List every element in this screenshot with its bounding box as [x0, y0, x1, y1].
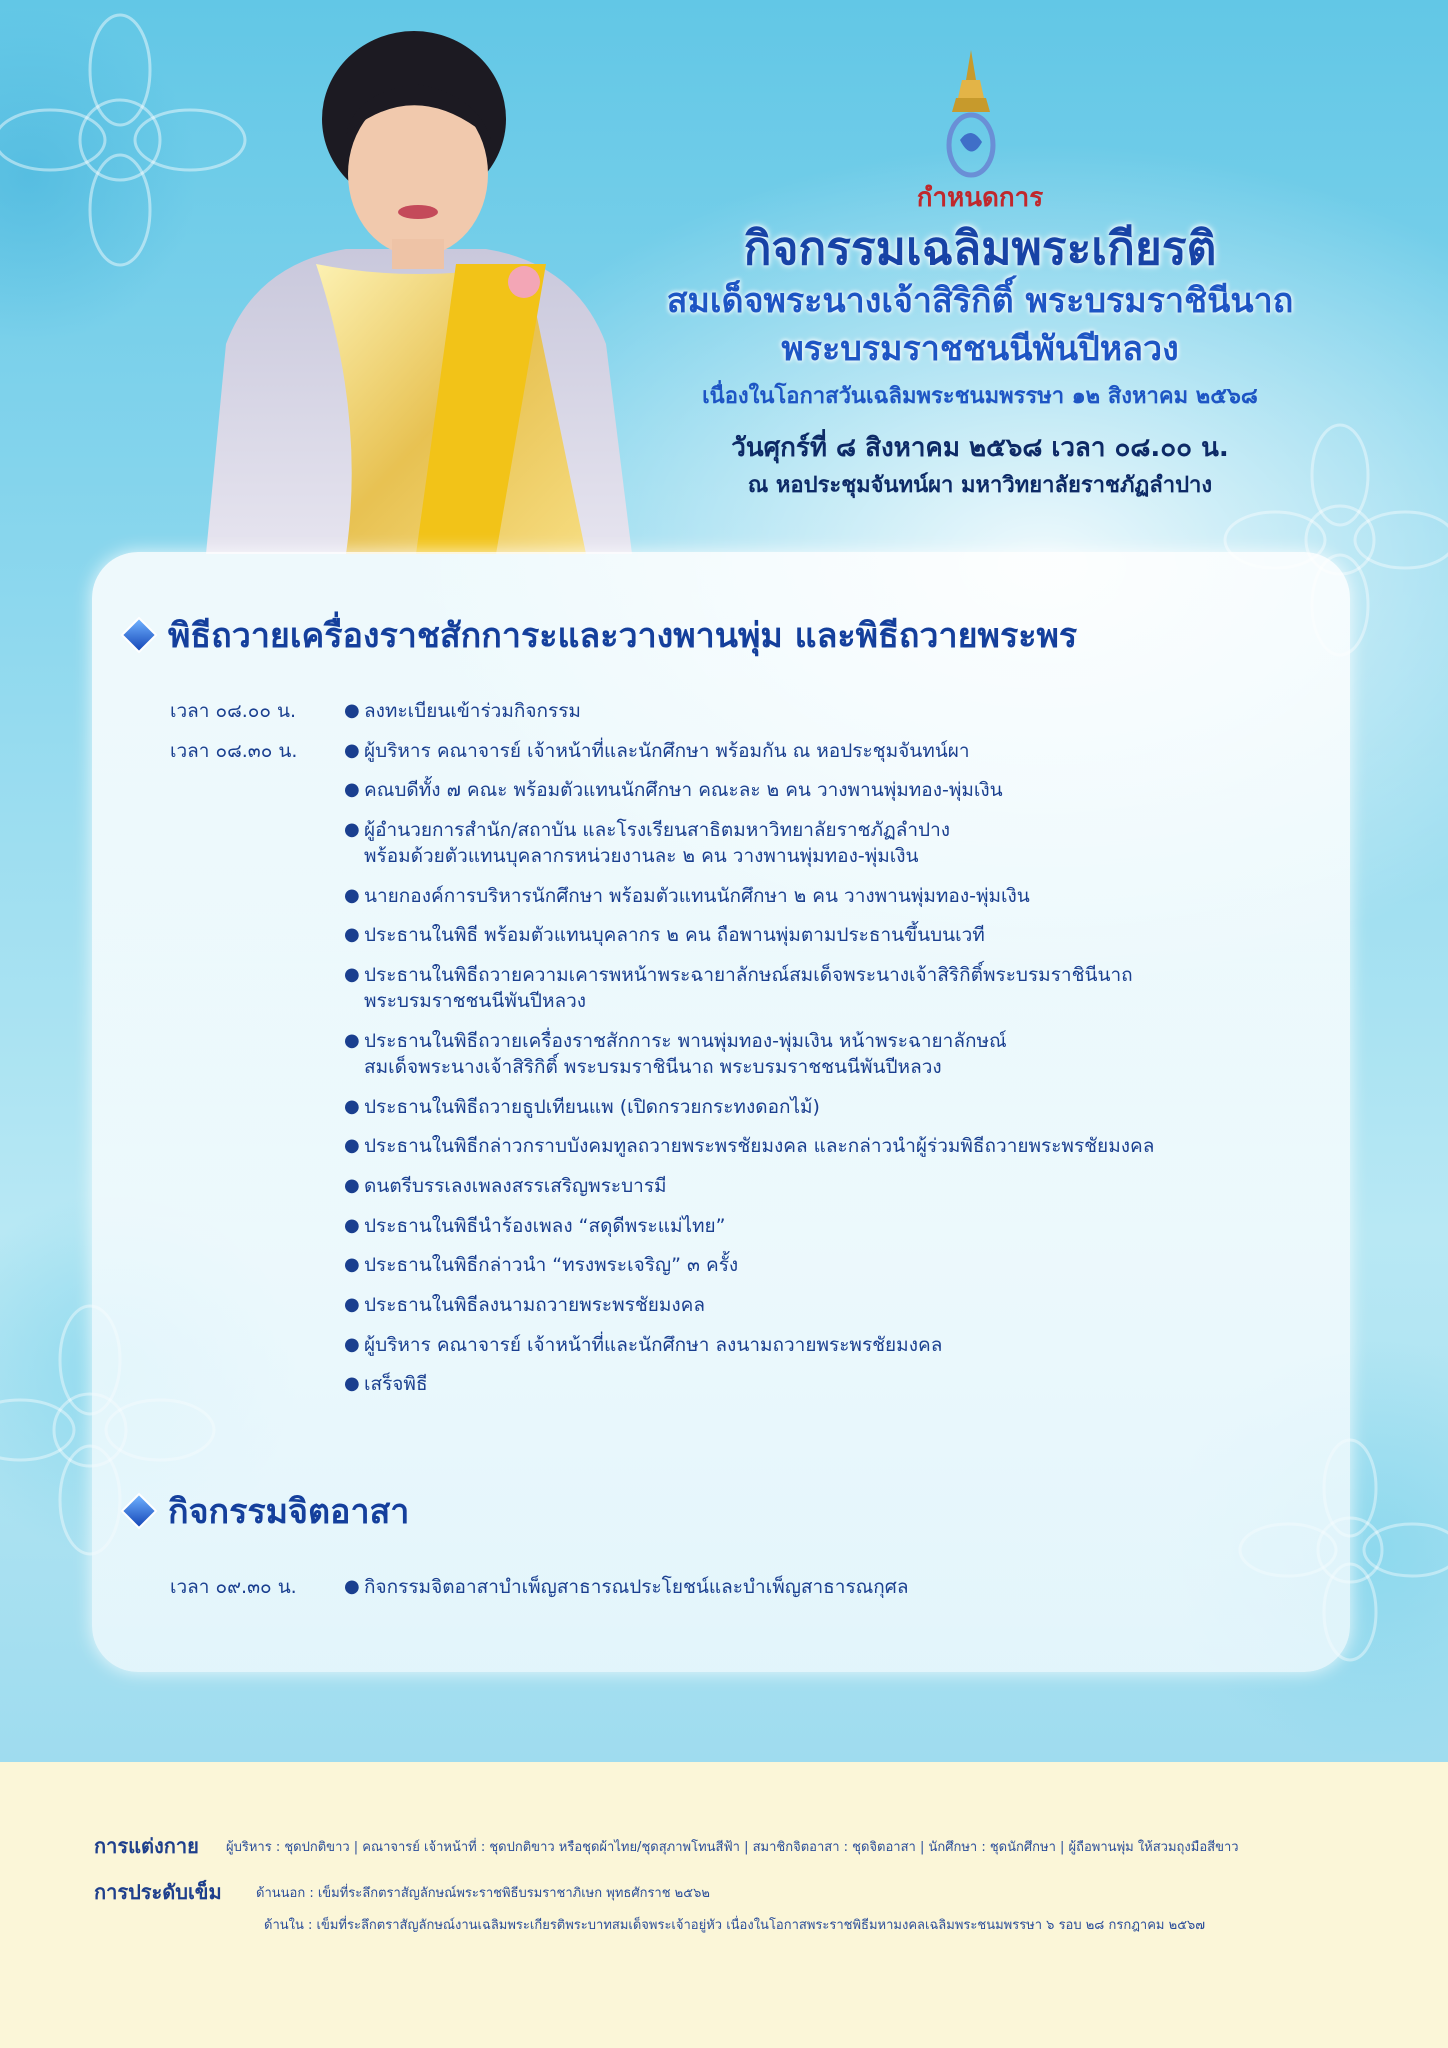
schedule-item — [170, 738, 1330, 764]
schedule-item — [170, 883, 1330, 909]
pin-inner-text: ด้านใน : เข็มที่ระลึกตราสัญลักษณ์งานเฉลิมพระเกียรติพระบาทสมเด็จพระเจ้าอยู่หัว เนื่องในโอกาสพระราชพิธีมหามงคลเฉลิมพระชนมพรรษา ๖ รอบ ๒๘ กรกฎาคม ๒๕๖๗ — [264, 1918, 1206, 1933]
ceremony-list — [170, 698, 1330, 1411]
pin-outer-text: ด้านนอก : เข็มที่ระลึกตราสัญลักษณ์พระราชพิธีบรมราชาภิเษก พุทธศักราช ๒๕๖๒ — [256, 1886, 710, 1901]
dot-bullet-icon: ● — [344, 1576, 360, 1597]
schedule-item — [170, 1252, 1330, 1278]
dress-code-text: ผู้บริหาร : ชุดปกติขาว | คณาจารย์ เจ้าหน้าที่ : ชุดปกติขาว หรือชุดผ้าไทย/ชุดสุภาพโทนสีฟ้า | สมาชิกจิตอาสา : ชุดจิตอาสา | นักศึกษา : ชุดนักศึกษา | ผู้ถือพานพุ่ม ให้สวมถุงมือสีขาว — [226, 1840, 1239, 1855]
schedule-text: ประธานในพิธีลงนามถวายพระพรชัยมงคล — [364, 1293, 706, 1316]
diamond-bullet-icon — [123, 619, 154, 650]
schedule-panel — [92, 552, 1350, 1672]
schedule-text: ประธานในพิธีถวายความเคารพหน้าพระฉายาลักษณ์สมเด็จพระนางเจ้าสิริกิติ์พระบรมราชินีนาถ พระบรมราชชนนีพันปีหลวง — [364, 964, 1133, 1013]
pin-label-line — [94, 1876, 222, 1908]
dot-bullet-icon: ● — [344, 964, 360, 986]
schedule-text: กิจกรรมจิตอาสาบำเพ็ญสาธารณประโยชน์และบำเพ็ญสาธารณกุศล — [364, 1576, 909, 1598]
schedule-item — [170, 1133, 1330, 1159]
event-venue: ณ หอประชุมจันทน์ผา มหาวิทยาลัยราชภัฏลำปาง — [747, 473, 1213, 498]
page-title: กิจกรรมเฉลิมพระเกียรติ — [743, 221, 1217, 275]
dot-bullet-icon: ● — [344, 1333, 360, 1355]
schedule-time: เวลา ๐๘.๓๐ น. — [170, 739, 298, 762]
dot-bullet-icon: ● — [344, 924, 360, 946]
schedule-text: ประธานในพิธีถวายเครื่องราชสักการะ พานพุ่มทอง-พุ่มเงิน หน้าพระฉายาลักษณ์ สมเด็จพระนางเจ้าสิริกิติ์ พระบรมราชินีนาถ พระบรมราชชนนีพันปีหลวง — [364, 1029, 1007, 1078]
dress-code-text-wrap — [226, 1836, 1239, 1857]
agenda-kicker: กำหนดการ — [916, 183, 1044, 213]
schedule-item — [170, 698, 1330, 724]
dot-bullet-icon: ● — [344, 779, 360, 801]
schedule-text: ประธานในพิธีนำร้องเพลง “สดุดีพระแม่ไทย” — [364, 1214, 726, 1237]
dress-code-line — [94, 1830, 199, 1862]
schedule-item — [170, 1332, 1330, 1358]
dot-bullet-icon: ● — [344, 1135, 360, 1157]
pin-outer-line — [256, 1882, 710, 1903]
pin-label: การประดับเข็ม — [94, 1880, 222, 1904]
schedule-text: ประธานในพิธีกล่าวนำ “ทรงพระเจริญ” ๓ ครั้ง — [364, 1254, 739, 1277]
section-title-ceremony — [122, 608, 1077, 662]
dot-bullet-icon: ● — [344, 819, 360, 841]
schedule-item — [170, 1028, 1330, 1080]
schedule-time: เวลา ๐๘.๐๐ น. — [170, 700, 297, 722]
schedule-item — [170, 777, 1330, 803]
schedule-text: ดนตรีบรรเลงเพลงสรรเสริญพระบารมี — [364, 1174, 667, 1197]
schedule-text: ผู้บริหาร คณาจารย์ เจ้าหน้าที่และนักศึกษา พร้อมกัน ณ หอประชุมจันทน์ผา — [364, 739, 970, 762]
dot-bullet-icon: ● — [344, 1174, 360, 1196]
dress-code-label: การแต่งกาย — [94, 1834, 199, 1858]
dot-bullet-icon: ● — [344, 700, 360, 721]
schedule-item — [170, 1094, 1330, 1120]
royal-portrait — [196, 14, 632, 554]
schedule-item — [170, 1173, 1330, 1199]
volunteer-list — [170, 1574, 1330, 1614]
diamond-bullet-icon — [123, 1495, 154, 1526]
schedule-item — [170, 922, 1330, 948]
schedule-text: เสร็จพิธี — [364, 1373, 428, 1396]
page-subtitle-1: สมเด็จพระนางเจ้าสิริกิติ์ พระบรมราชินีนาถ — [666, 281, 1294, 321]
section-title-volunteer-text: กิจกรรมจิตอาสา — [168, 1492, 410, 1532]
schedule-text: ลงทะเบียนเข้าร่วมกิจกรรม — [364, 700, 581, 722]
section-title-volunteer — [122, 1484, 409, 1538]
schedule-item — [170, 1292, 1330, 1318]
schedule-item — [170, 1574, 1330, 1600]
royal-emblem-icon — [940, 50, 1002, 180]
schedule-text: ประธานในพิธีถวายธูปเทียนแพ (เปิดกรวยกระทงดอกไม้) — [364, 1095, 820, 1118]
schedule-item — [170, 817, 1330, 869]
schedule-item — [170, 962, 1330, 1014]
dot-bullet-icon: ● — [344, 1214, 360, 1236]
schedule-item — [170, 1371, 1330, 1397]
dot-bullet-icon: ● — [344, 884, 360, 906]
pin-inner-line — [264, 1914, 1205, 1935]
dot-bullet-icon: ● — [344, 1029, 360, 1051]
page-subtitle-2: พระบรมราชชนนีพันปีหลวง — [781, 329, 1179, 369]
dot-bullet-icon: ● — [344, 739, 360, 761]
event-date-time: วันศุกร์ที่ ๘ สิงหาคม ๒๕๖๘ เวลา ๐๘.๐๐ น. — [731, 433, 1229, 463]
schedule-text: ประธานในพิธี พร้อมตัวแทนบุคลากร ๒ คน ถือพานพุ่มตามประธานขึ้นบนเวที — [364, 924, 985, 947]
header-block — [640, 182, 1320, 502]
schedule-text: ประธานในพิธีกล่าวกราบบังคมทูลถวายพระพรชัยมงคล และกล่าวนำผู้ร่วมพิธีถวายพระพรชัยมงคล — [364, 1135, 1155, 1158]
dot-bullet-icon: ● — [344, 1254, 360, 1276]
schedule-text: คณบดีทั้ง ๗ คณะ พร้อมตัวแทนนักศึกษา คณะละ ๒ คน วางพานพุ่มทอง-พุ่มเงิน — [364, 779, 1003, 802]
schedule-text: ผู้บริหาร คณาจารย์ เจ้าหน้าที่และนักศึกษา ลงนามถวายพระพรชัยมงคล — [364, 1333, 943, 1356]
occasion-text: เนื่องในโอกาสวันเฉลิมพระชนมพรรษา ๑๒ สิงหาคม ๒๕๖๘ — [702, 384, 1258, 409]
dot-bullet-icon: ● — [344, 1095, 360, 1117]
schedule-item — [170, 1213, 1330, 1239]
dot-bullet-icon: ● — [344, 1293, 360, 1315]
dot-bullet-icon: ● — [344, 1373, 360, 1395]
section-title-ceremony-text: พิธีถวายเครื่องราชสักการะและวางพานพุ่ม และพิธีถวายพระพร — [168, 616, 1078, 656]
schedule-text: ผู้อำนวยการสำนัก/สถาบัน และโรงเรียนสาธิตมหาวิทยาลัยราชภัฏลำปาง พร้อมด้วยตัวแทนบุคลากรหน่วยงานละ ๒ คน วางพานพุ่มทอง-พุ่มเงิน — [364, 819, 951, 868]
schedule-text: นายกองค์การบริหารนักศึกษา พร้อมตัวแทนนักศึกษา ๒ คน วางพานพุ่มทอง-พุ่มเงิน — [364, 884, 1030, 907]
schedule-time: เวลา ๐๙.๓๐ น. — [170, 1576, 297, 1598]
